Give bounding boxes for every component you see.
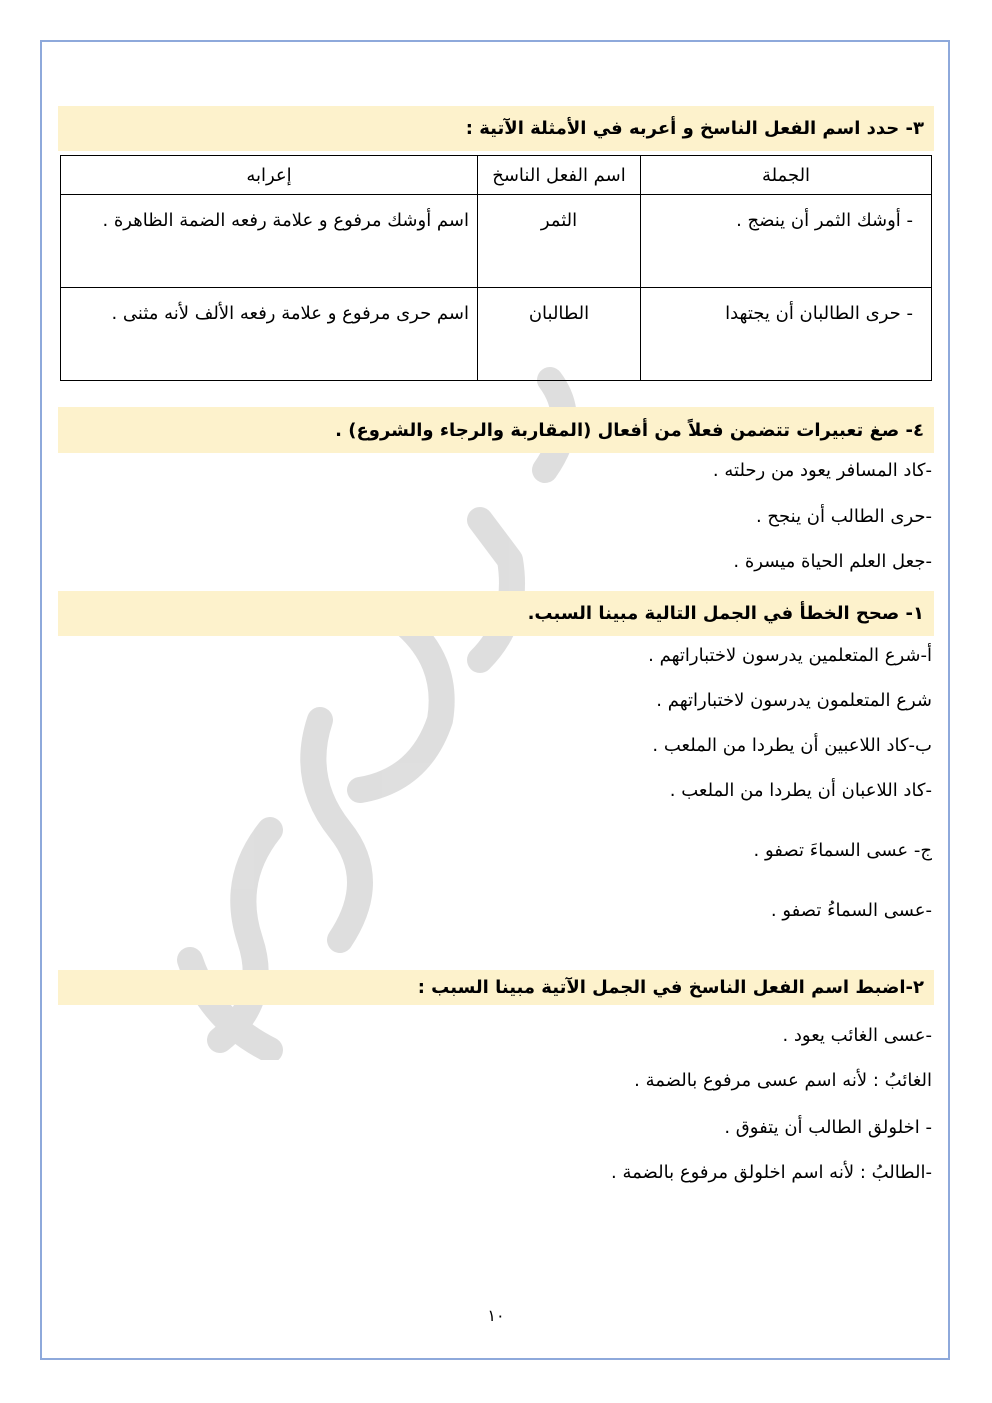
- section2-line: - اخلولق الطالب أن يتفوق .: [724, 1117, 932, 1138]
- header-parse: إعرابه: [61, 156, 478, 195]
- verb-table: [60, 155, 932, 381]
- section1-line: أ-شرع المتعلمين يدرسون لاختباراتهم .: [648, 645, 932, 666]
- section1-line: -كاد اللاعبان أن يطردا من الملعب .: [669, 780, 932, 801]
- section2-line: الغائبُ : لأنه اسم عسى مرفوع بالضمة .: [634, 1070, 932, 1091]
- row-sentence: - أوشك الثمر أن ينضج .: [641, 195, 932, 288]
- section1-line: ب-كاد اللاعبين أن يطردا من الملعب .: [652, 735, 932, 756]
- row-sentence: - حرى الطالبان أن يجتهدا: [641, 288, 932, 381]
- section4-line: -حرى الطالب أن ينجح .: [755, 506, 932, 527]
- row-name: الطالبان: [478, 288, 641, 381]
- table-header-row: [61, 156, 932, 195]
- section1-line: ج- عسى السماءَ تصفو .: [753, 840, 932, 861]
- section2-line: -عسى الغائب يعود .: [782, 1025, 932, 1046]
- section3-heading: ٣- حدد اسم الفعل الناسخ و أعربه في الأمثلة الآتية :: [58, 106, 934, 151]
- section1-line: شرع المتعلمون يدرسون لاختباراتهم .: [656, 690, 932, 711]
- section4-line: -كاد المسافر يعود من رحلته .: [712, 460, 932, 481]
- section4-line: -جعل العلم الحياة ميسرة .: [733, 551, 932, 572]
- section2-line: -الطالبُ : لأنه اسم اخلولق مرفوع بالضمة .: [611, 1162, 932, 1183]
- row-parse: اسم أوشك مرفوع و علامة رفعه الضمة الظاهرة .: [61, 195, 478, 288]
- page-number: ١٠: [487, 1306, 505, 1325]
- section2-heading: ٢-اضبط اسم الفعل الناسخ في الجمل الآتية مبينا السبب :: [58, 970, 934, 1005]
- row-parse: اسم حرى مرفوع و علامة رفعه الألف لأنه مثنى .: [61, 288, 478, 381]
- header-name: اسم الفعل الناسخ: [478, 156, 641, 195]
- section4-heading: ٤- صغ تعبيرات تتضمن فعلاً من أفعال (المقاربة والرجاء والشروع) .: [58, 407, 934, 453]
- table-row: [61, 288, 932, 381]
- section1-line: -عسى السماءُ تصفو .: [770, 900, 932, 921]
- table-row: [61, 195, 932, 288]
- header-sentence: الجملة: [641, 156, 932, 195]
- section1-heading: ١- صحح الخطأ في الجمل التالية مبينا السبب.: [58, 591, 934, 636]
- row-name: الثمر: [478, 195, 641, 288]
